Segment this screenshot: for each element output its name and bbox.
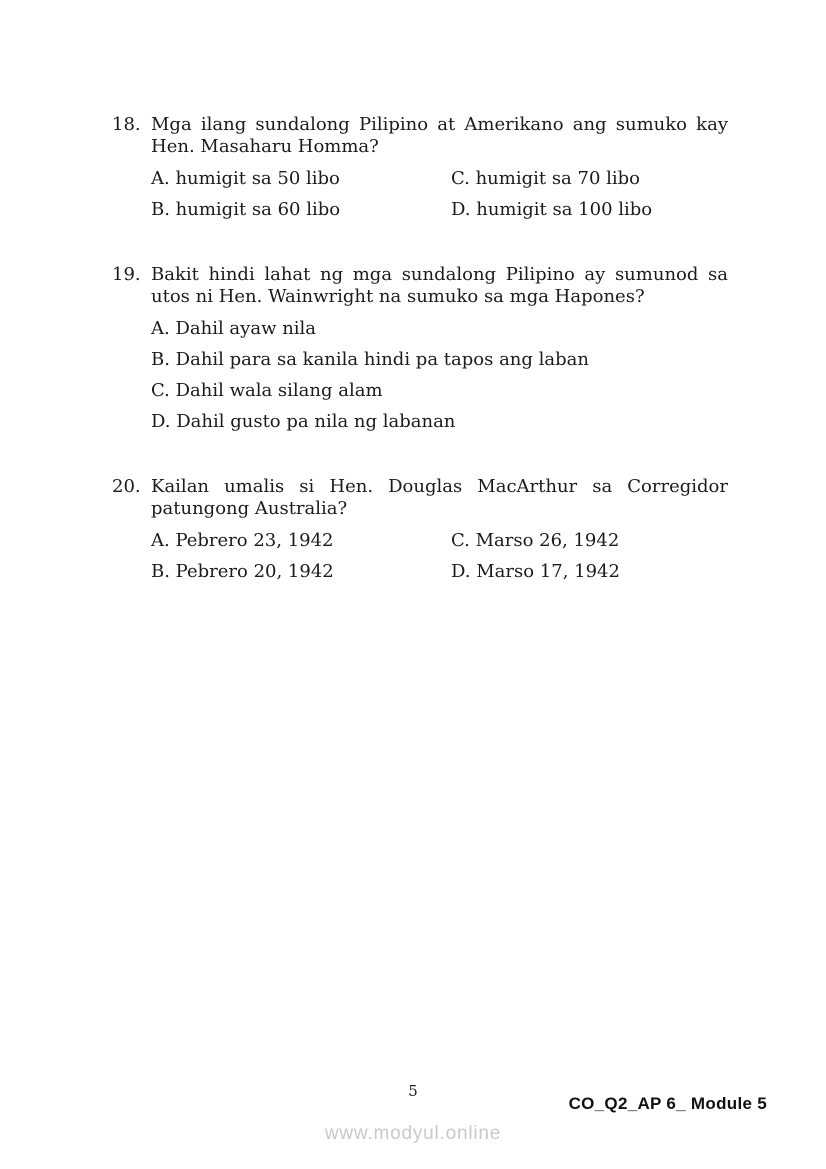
- question-number: 18.: [112, 114, 141, 135]
- options-list: [151, 530, 728, 592]
- option-d: D. Marso 17, 1942: [451, 561, 620, 582]
- question-number: 19.: [112, 264, 141, 285]
- option-d: D. Dahil gusto pa nila ng labanan: [151, 411, 456, 432]
- watermark-text: www.modyul.online: [324, 1123, 502, 1144]
- question-text: Bakit hindi lahat ng mga sundalong Pilipino ay sumunod sa utos ni Hen. Wainwright na sumuko sa mga Hapones?: [151, 264, 728, 307]
- option-c: C. Marso 26, 1942: [451, 530, 620, 551]
- options-list: [151, 168, 728, 230]
- question-text: Mga ilang sundalong Pilipino at Amerikano ang sumuko kay Hen. Masaharu Homma?: [151, 114, 728, 157]
- option-b: B. humigit sa 60 libo: [151, 199, 341, 220]
- option-c: C. Dahil wala silang alam: [151, 380, 383, 401]
- option-d: D. humigit sa 100 libo: [451, 199, 653, 220]
- option-b: B. Pebrero 20, 1942: [151, 561, 334, 582]
- question-body: [151, 114, 728, 230]
- module-code-footer: CO_Q2_AP 6_ Module 5: [568, 1094, 767, 1113]
- question-18: [112, 114, 728, 230]
- question-body: [151, 264, 728, 442]
- question-body: [151, 476, 728, 592]
- question-number: 20.: [112, 476, 141, 497]
- question-text: Kailan umalis si Hen. Douglas MacArthur sa Corregidor patungong Australia?: [151, 476, 728, 519]
- question-19: [112, 264, 728, 442]
- options-list: [151, 318, 728, 432]
- page-number: 5: [408, 1082, 418, 1100]
- option-a: A. humigit sa 50 libo: [151, 168, 340, 189]
- option-a: A. Pebrero 23, 1942: [151, 530, 334, 551]
- questions-section: [112, 114, 728, 592]
- question-20: [112, 476, 728, 592]
- option-b: B. Dahil para sa kanila hindi pa tapos ang laban: [151, 349, 589, 370]
- option-a: A. Dahil ayaw nila: [151, 318, 317, 339]
- option-c: C. humigit sa 70 libo: [451, 168, 641, 189]
